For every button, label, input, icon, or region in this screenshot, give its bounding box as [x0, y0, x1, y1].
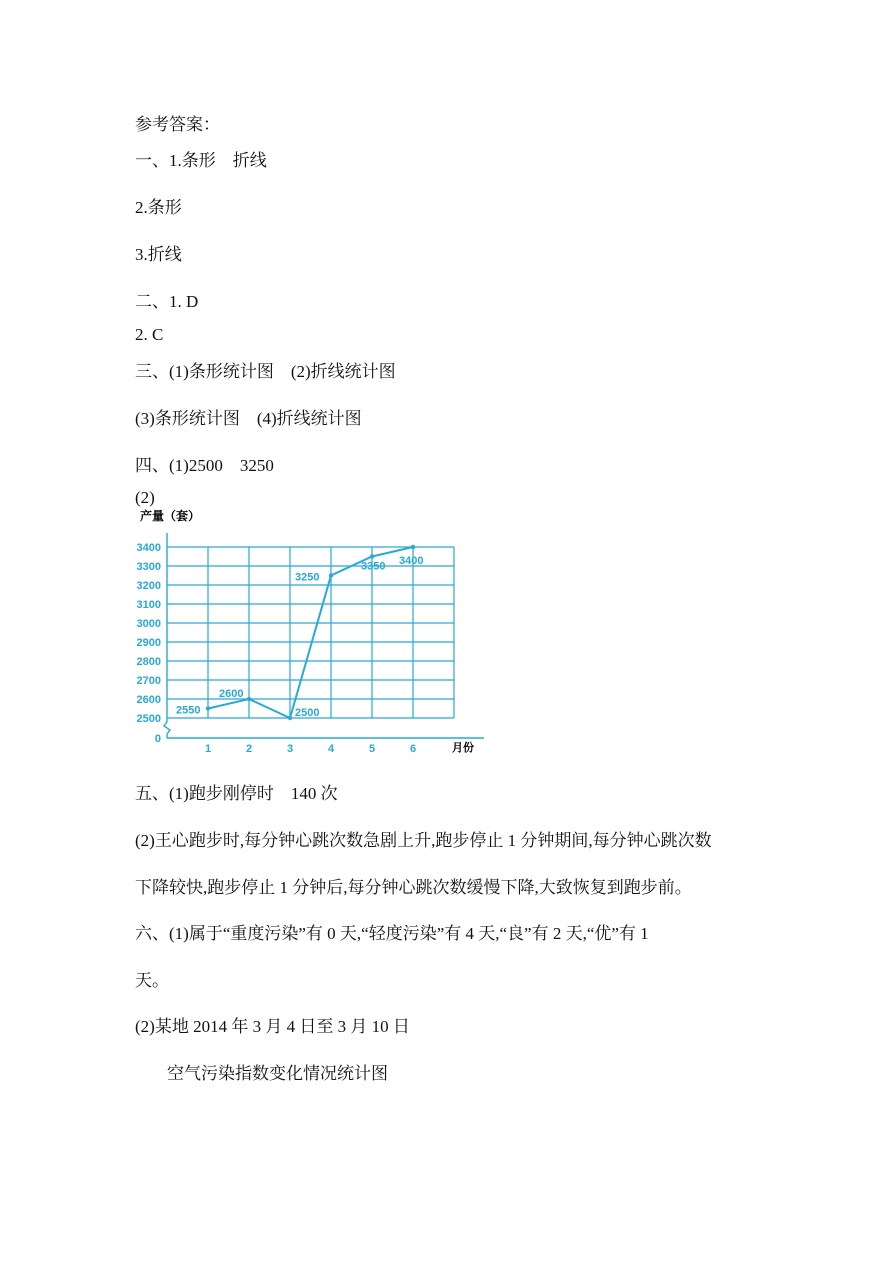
x-tick-label: 3: [286, 743, 294, 755]
y-tick-label: 3400: [136, 542, 161, 554]
y-tick-label: 2600: [136, 694, 161, 706]
section5-q2a: (2)王心跑步时,每分钟心跳次数急剧上升,跑步停止 1 分钟期间,每分钟心跳次数: [135, 831, 712, 850]
section6-q1b: 天。: [135, 971, 169, 990]
section6-chart-caption: 空气污染指数变化情况统计图: [167, 1064, 388, 1083]
section5-q2b: 下降较快,跑步停止 1 分钟后,每分钟心跳次数缓慢下降,大致恢复到跑步前。: [135, 878, 692, 897]
data-point: [411, 545, 415, 549]
data-label: 2550: [176, 704, 201, 717]
chart-tick-labels: [137, 542, 417, 755]
section1-q2: 2.条形: [135, 198, 182, 217]
section6-q2: (2)某地 2014 年 3 月 4 日至 3 月 10 日: [135, 1017, 410, 1036]
data-point: [329, 573, 333, 577]
data-label: 3250: [295, 571, 320, 584]
y-tick-label: 2800: [136, 656, 161, 668]
y-tick-label: 3300: [136, 561, 161, 573]
answer-heading: 参考答案：: [135, 115, 220, 134]
y-tick-label: 3100: [136, 599, 161, 611]
y-tick-label: 2500: [136, 713, 161, 725]
data-point: [288, 716, 292, 720]
data-label: 2500: [295, 707, 320, 719]
production-line-chart: [130, 505, 490, 755]
section1-q1: 一、1.条形 折线: [135, 151, 267, 170]
data-point: [370, 554, 374, 558]
chart-x-axis-title: 月份: [452, 742, 474, 754]
section4-q1: 四、(1)2500 3250: [135, 456, 274, 475]
data-label: 3400: [399, 555, 424, 567]
chart-y-axis-title: 产量（套）: [140, 509, 201, 523]
data-point: [247, 697, 251, 701]
x-tick-label: 5: [368, 743, 376, 755]
y-tick-label: 3200: [136, 580, 161, 592]
section4-q2: (2): [135, 488, 155, 507]
y-tick-label: 2700: [136, 675, 161, 687]
section3-q1: 三、(1)条形统计图 (2)折线统计图: [135, 362, 396, 381]
x-tick-label: 1: [204, 743, 212, 755]
data-label: 3350: [361, 560, 386, 573]
x-tick-label: 2: [245, 743, 253, 755]
y-tick-label: 3000: [136, 618, 161, 630]
data-label: 2600: [219, 688, 244, 700]
y-tick-label: 2900: [136, 637, 161, 649]
section6-q1a: 六、(1)属于“重度污染”有 0 天,“轻度污染”有 4 天,“良”有 2 天,“优”有 1: [135, 924, 649, 943]
section2-q1: 二、1. D: [135, 292, 199, 311]
section2-q2: 2. C: [135, 325, 164, 344]
section5-q1: 五、(1)跑步刚停时 140 次: [135, 784, 338, 803]
chart-series: [176, 545, 423, 720]
x-tick-label: 4: [327, 743, 335, 755]
section1-q3: 3.折线: [135, 245, 182, 264]
x-tick-label: 6: [409, 743, 417, 755]
data-point: [206, 706, 210, 710]
y-axis-break-mark: [164, 722, 170, 738]
section3-q2: (3)条形统计图 (4)折线统计图: [135, 409, 362, 428]
y-tick-label: 0: [154, 733, 161, 745]
